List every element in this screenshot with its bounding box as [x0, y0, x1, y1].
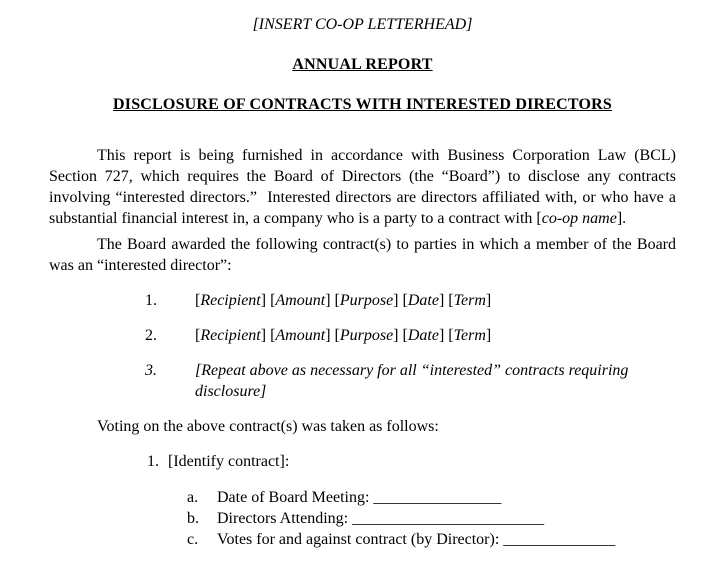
placeholder-field — [403, 292, 445, 309]
report-title: ANNUAL REPORT — [292, 56, 433, 73]
voting-sub-item-text — [217, 508, 544, 529]
bracket: [ — [270, 292, 276, 309]
placeholder-field — [403, 327, 445, 344]
bracket: [ — [448, 292, 454, 309]
placeholder-field — [448, 327, 491, 344]
bracket: [ — [334, 292, 340, 309]
placeholder-field — [335, 292, 399, 309]
identify-contract-placeholder: [Identify contract]: — [168, 453, 290, 470]
list-letter: b. — [187, 510, 199, 527]
placeholder-field — [270, 292, 330, 309]
field-label: Directors Attending: — [217, 510, 353, 527]
bracket: [ — [270, 327, 276, 344]
amount-placeholder: Amount — [275, 292, 326, 309]
bracket: ] — [325, 327, 331, 344]
field-label: Votes for and against contract (by Director): — [217, 531, 504, 548]
amount-placeholder: Amount — [275, 327, 326, 344]
fill-in-blank: ________________ — [373, 489, 502, 506]
date-placeholder: Date — [407, 292, 439, 309]
bracket: ] — [260, 327, 267, 344]
list-letter: c. — [187, 531, 199, 548]
purpose-placeholder: Purpose — [339, 292, 394, 309]
report-subtitle: DISCLOSURE OF CONTRACTS WITH INTERESTED DIRECTORS — [113, 96, 612, 113]
voting-sub-item-text — [217, 529, 615, 550]
field-label: Date of Board Meeting: — [217, 489, 374, 506]
bracket: ] — [438, 327, 445, 344]
letterhead-placeholder: [INSERT CO-OP LETTERHEAD] — [252, 16, 473, 33]
voting-item-1 — [147, 451, 676, 472]
bracket: ] — [393, 327, 399, 344]
bracket: [ — [334, 327, 340, 344]
bracket: ] — [485, 292, 492, 309]
recipient-placeholder: Recipient — [200, 327, 261, 344]
bracket: [ — [448, 327, 454, 344]
bracket: ] — [260, 292, 267, 309]
placeholder-field — [195, 327, 266, 344]
placeholder-field — [448, 292, 491, 309]
contract-item-2 — [145, 325, 676, 346]
term-placeholder: Term — [453, 292, 486, 309]
bracket: [ — [536, 210, 542, 227]
board-awarded-paragraph: The Board awarded the following contract(s) to parties in which a member of the Board was an “interested director”: — [49, 236, 676, 274]
fill-in-blank: ________________________ — [352, 510, 545, 527]
list-number: 1. — [145, 292, 157, 309]
list-number: 3. — [145, 362, 157, 379]
bracket: ] — [616, 210, 623, 227]
intro-period: . — [622, 210, 627, 227]
list-number: 1. — [147, 453, 159, 470]
intro-paragraph — [49, 145, 680, 229]
bracket: ] — [438, 292, 445, 309]
bracket: [ — [195, 292, 201, 309]
placeholder-field — [270, 327, 330, 344]
contract-placeholders — [195, 290, 676, 311]
bracket: [ — [195, 327, 201, 344]
placeholder-field — [195, 292, 266, 309]
list-number: 2. — [145, 327, 157, 344]
contract-item-3 — [145, 360, 676, 402]
voting-sub-item-c — [187, 529, 676, 550]
list-letter: a. — [187, 489, 199, 506]
repeat-note-placeholder: [Repeat above as necessary for all “interested” contracts requiring disclosure] — [195, 362, 629, 400]
voting-sub-item-a — [187, 487, 676, 508]
purpose-placeholder: Purpose — [339, 327, 394, 344]
term-placeholder: Term — [453, 327, 486, 344]
bracket: ] — [485, 327, 492, 344]
recipient-placeholder: Recipient — [200, 292, 261, 309]
contract-placeholders — [195, 325, 676, 346]
bracket: ] — [393, 292, 399, 309]
coop-name-placeholder: co-op name — [541, 210, 617, 227]
voting-sub-item-b — [187, 508, 676, 529]
placeholder-field — [335, 327, 399, 344]
contract-item-1 — [145, 290, 676, 311]
voting-lead-paragraph: Voting on the above contract(s) was taken as follows: — [97, 418, 439, 435]
bracket: ] — [325, 292, 331, 309]
voting-sub-item-text — [217, 487, 501, 508]
date-placeholder: Date — [407, 327, 439, 344]
intro-text: This report is being furnished in accordance with Business Corporation Law (BCL) Section 727, which requires the Board of Directors (the “Board”) to disclose any contracts involving “interested directors.” Interested directors are directors affiliated with, or who have a substantial financial interest in, a company who is a party to a contract with — [49, 147, 680, 227]
fill-in-blank: ______________ — [503, 531, 616, 548]
bracket: [ — [402, 327, 408, 344]
bracket: [ — [402, 292, 408, 309]
